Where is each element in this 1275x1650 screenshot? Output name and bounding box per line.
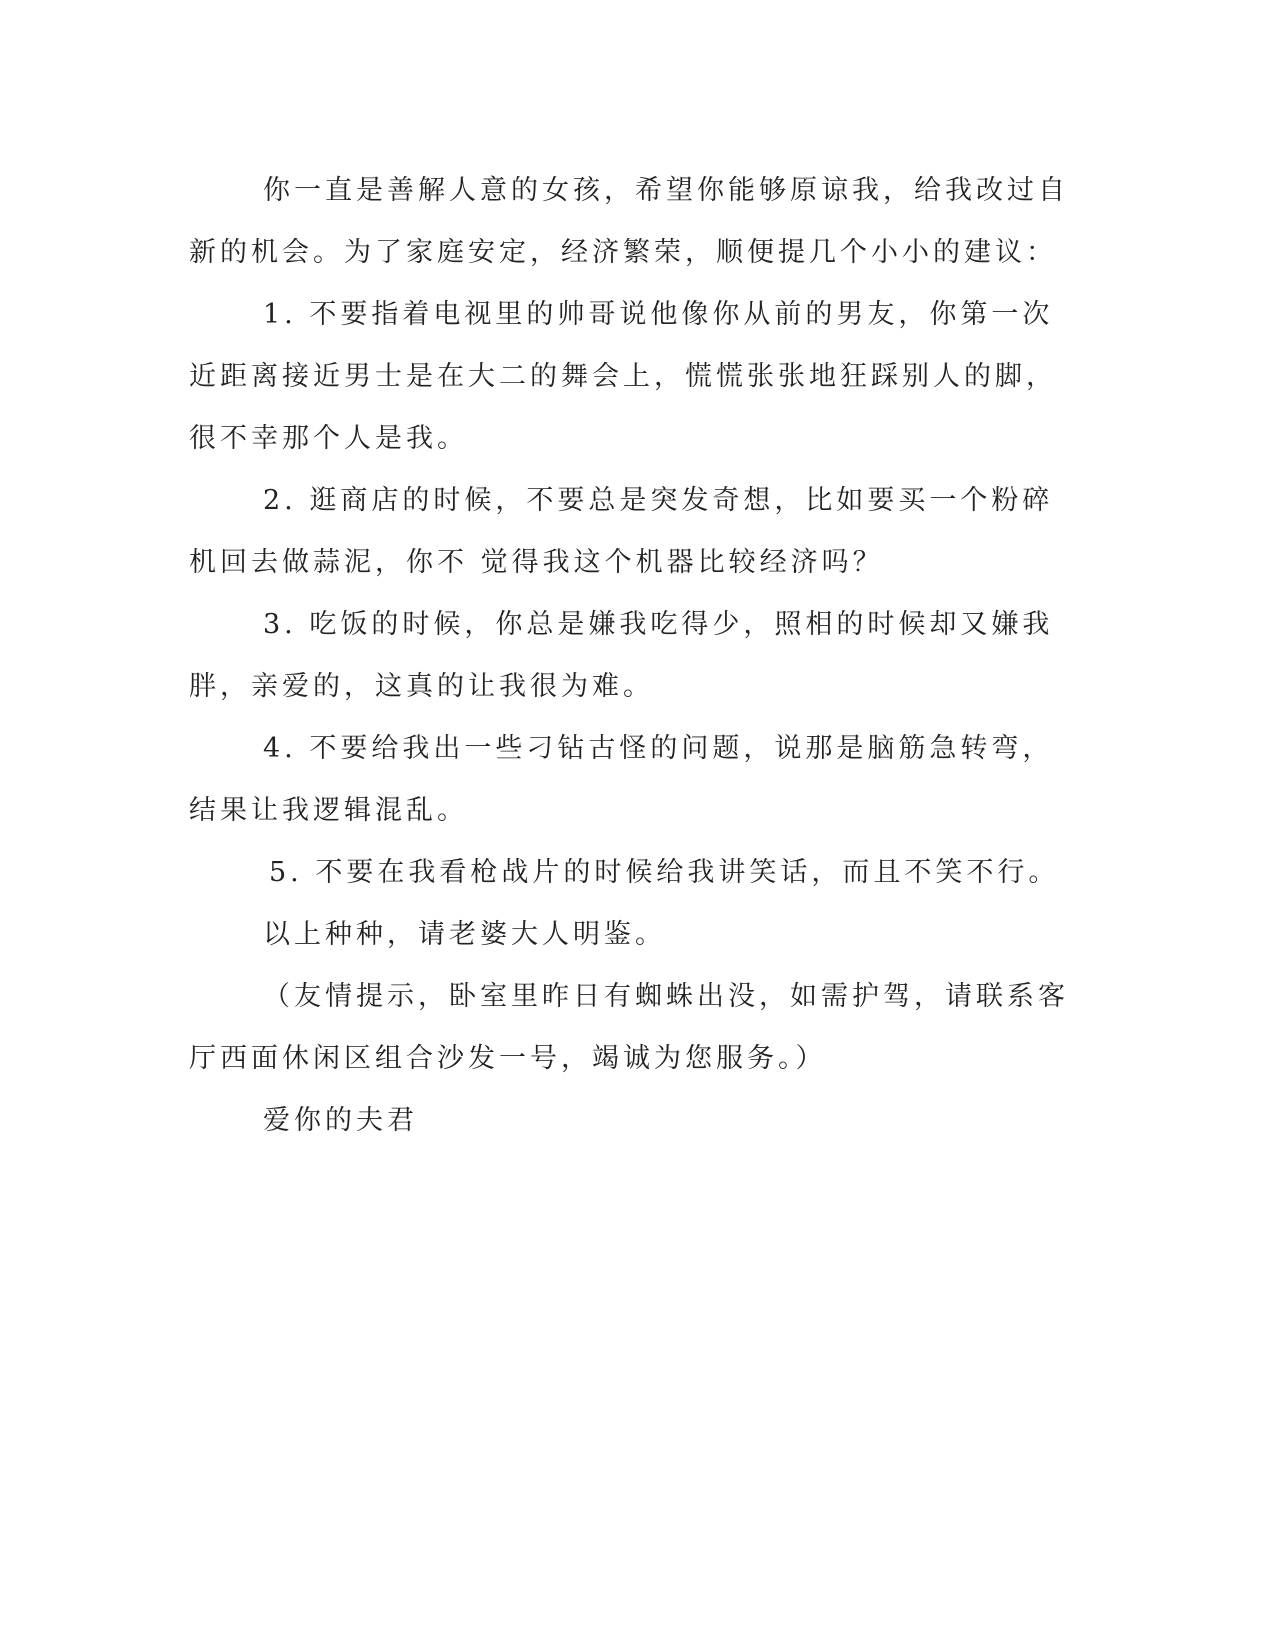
paragraph-suggestion-3: 3. 吃饭的时候，你总是嫌我吃得少，照相的时候却又嫌我胖，亲爱的，这真的让我很为难。: [189, 609, 1054, 702]
paragraph-friendly-tip: （友情提示，卧室里昨日有蜘蛛出没，如需护驾，请联系客厅西面休闲区组合沙发一号，竭诚为您服务。）: [189, 981, 1069, 1074]
paragraph-suggestion-5: 5. 不要在我看枪战片的时候给我讲笑话，而且不笑不行。: [269, 857, 1060, 888]
paragraph-suggestion-1: 1. 不要指着电视里的帅哥说他像你从前的男友，你第一次近距离接近男士是在大二的舞会上，慌慌张张地狂踩别人的脚，很不幸那个人是我。: [189, 299, 1057, 454]
paragraph-intro: 你一直是善解人意的女孩，希望你能够原谅我，给我改过自新的机会。为了家庭安定，经济繁荣，顺便提几个小小的建议：: [189, 175, 1069, 268]
paragraph-suggestion-2: 2. 逛商店的时候，不要总是突发奇想，比如要买一个粉碎机回去做蒜泥，你不 觉得我这个机器比较经济吗？: [189, 485, 1054, 578]
paragraph-suggestion-4: 4. 不要给我出一些刁钻古怪的问题，说那是脑筋急转弯，结果让我逻辑混乱。: [189, 733, 1054, 826]
paragraph-closing: 以上种种，请老婆大人明鉴。: [263, 919, 666, 950]
paragraph-signature: 爱你的夫君: [263, 1105, 418, 1136]
letter-body: [189, 160, 1079, 1152]
